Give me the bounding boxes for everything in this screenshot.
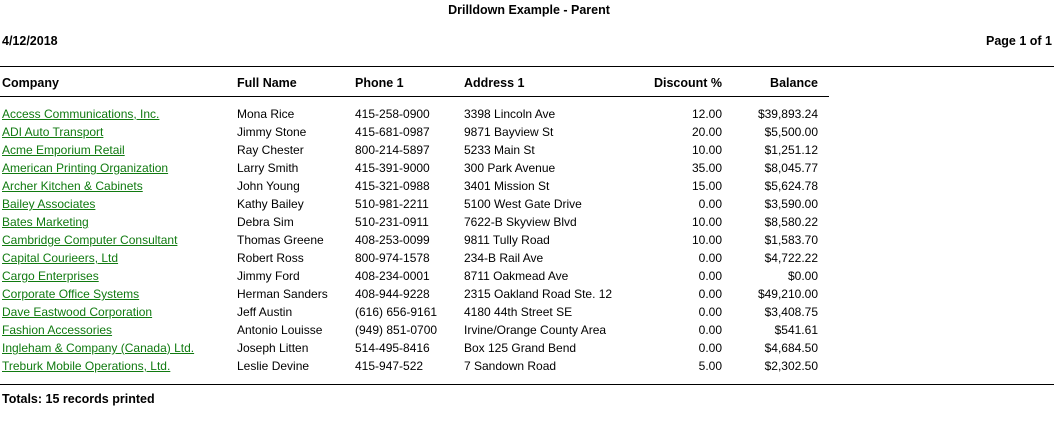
discount-cell: 10.00 [691, 143, 722, 157]
balance-cell: $8,045.77 [764, 161, 818, 175]
records-table [0, 106, 1054, 376]
phone-cell: 800-214-5897 [355, 143, 430, 157]
balance-cell: $4,722.22 [764, 251, 818, 265]
discount-cell: 0.00 [698, 251, 722, 265]
company-link[interactable]: Ingleham & Company (Canada) Ltd. [2, 341, 195, 355]
balance-cell: $5,624.78 [764, 179, 818, 193]
column-header-company: Company [2, 76, 59, 90]
address-cell: Irvine/Orange County Area [464, 323, 607, 337]
report-date: 4/12/2018 [2, 34, 58, 48]
address-cell: 5233 Main St [464, 143, 535, 157]
table-row [0, 340, 1054, 358]
company-link[interactable]: Bailey Associates [2, 197, 96, 211]
phone-cell: 408-234-0001 [355, 269, 430, 283]
discount-cell: 20.00 [691, 125, 722, 139]
column-header-phone: Phone 1 [355, 76, 404, 90]
top-divider [0, 66, 1054, 67]
page-number: Page 1 of 1 [986, 34, 1052, 48]
phone-cell: 415-391-9000 [355, 161, 430, 175]
full-name-cell: Thomas Greene [237, 233, 324, 247]
full-name-cell: Jimmy Ford [237, 269, 300, 283]
balance-cell: $4,684.50 [764, 341, 818, 355]
column-header-address: Address 1 [464, 76, 525, 90]
company-link[interactable]: Capital Courieers, Ltd [2, 251, 119, 265]
company-link[interactable]: ADI Auto Transport [2, 125, 104, 139]
company-link[interactable]: Cambridge Computer Consultant [2, 233, 178, 247]
company-link[interactable]: Dave Eastwood Corporation [2, 305, 153, 319]
totals-summary: Totals: 15 records printed [2, 392, 155, 406]
discount-cell: 0.00 [698, 269, 722, 283]
phone-cell: 415-321-0988 [355, 179, 430, 193]
phone-cell: 510-231-0911 [355, 215, 429, 229]
full-name-cell: John Young [237, 179, 300, 193]
address-cell: 2315 Oakland Road Ste. 12 [464, 287, 613, 301]
discount-cell: 5.00 [698, 359, 722, 373]
discount-cell: 0.00 [698, 323, 722, 337]
full-name-cell: Antonio Louisse [237, 323, 323, 337]
full-name-cell: Ray Chester [237, 143, 304, 157]
full-name-cell: Joseph Litten [237, 341, 309, 355]
discount-cell: 10.00 [691, 215, 722, 229]
discount-cell: 12.00 [691, 107, 722, 121]
column-header-discount: Discount % [653, 76, 722, 90]
balance-cell: $2,302.50 [764, 359, 818, 373]
full-name-cell: Larry Smith [237, 161, 299, 175]
company-link[interactable]: Treburk Mobile Operations, Ltd. [2, 359, 171, 373]
table-row [0, 142, 1054, 160]
balance-cell: $1,251.12 [764, 143, 818, 157]
balance-cell: $49,210.00 [757, 287, 818, 301]
phone-cell: 514-495-8416 [355, 341, 430, 355]
address-cell: 9871 Bayview St [464, 125, 554, 139]
company-link[interactable]: Archer Kitchen & Cabinets [2, 179, 143, 193]
full-name-cell: Debra Sim [237, 215, 294, 229]
discount-cell: 0.00 [698, 341, 722, 355]
full-name-cell: Leslie Devine [237, 359, 310, 373]
bottom-divider [0, 384, 1054, 385]
full-name-cell: Mona Rice [237, 107, 295, 121]
phone-cell: 510-981-2211 [355, 197, 429, 211]
address-cell: 7622-B Skyview Blvd [464, 215, 577, 229]
table-row [0, 196, 1054, 214]
phone-cell: 415-947-522 [355, 359, 424, 373]
company-link[interactable]: Acme Emporium Retail [2, 143, 125, 157]
full-name-cell: Jimmy Stone [237, 125, 307, 139]
balance-cell: $3,590.00 [764, 197, 818, 211]
address-cell: 3401 Mission St [464, 179, 550, 193]
address-cell: 9811 Tully Road [464, 233, 550, 247]
column-header-balance: Balance [770, 76, 818, 90]
address-cell: 7 Sandown Road [464, 359, 557, 373]
table-row [0, 178, 1054, 196]
full-name-cell: Jeff Austin [237, 305, 293, 319]
address-cell: 234-B Rail Ave [464, 251, 544, 265]
phone-cell: (949) 851-0700 [355, 323, 438, 337]
table-row [0, 358, 1054, 376]
address-cell: 3398 Lincoln Ave [464, 107, 556, 121]
full-name-cell: Herman Sanders [237, 287, 328, 301]
company-link[interactable]: American Printing Organization [2, 161, 169, 175]
balance-cell: $39,893.24 [757, 107, 818, 121]
table-row [0, 214, 1054, 232]
table-row [0, 250, 1054, 268]
table-row [0, 124, 1054, 142]
phone-cell: 800-974-1578 [355, 251, 430, 265]
phone-cell: (616) 656-9161 [355, 305, 438, 319]
table-row [0, 160, 1054, 178]
full-name-cell: Kathy Bailey [237, 197, 304, 211]
company-link[interactable]: Access Communications, Inc. [2, 107, 160, 121]
full-name-cell: Robert Ross [237, 251, 304, 265]
company-link[interactable]: Bates Marketing [2, 215, 89, 229]
balance-cell: $3,408.75 [764, 305, 818, 319]
column-header-full-name: Full Name [237, 76, 297, 90]
company-link[interactable]: Corporate Office Systems [2, 287, 140, 301]
phone-cell: 415-681-0987 [355, 125, 430, 139]
table-row [0, 268, 1054, 286]
discount-cell: 35.00 [691, 161, 722, 175]
company-link[interactable]: Cargo Enterprises [2, 269, 99, 283]
address-cell: 5100 West Gate Drive [464, 197, 582, 211]
discount-cell: 0.00 [698, 305, 722, 319]
address-cell: Box 125 Grand Bend [464, 341, 577, 355]
address-cell: 8711 Oakmead Ave [464, 269, 569, 283]
balance-cell: $8,580.22 [764, 215, 818, 229]
table-row [0, 106, 1054, 124]
company-link[interactable]: Fashion Accessories [2, 323, 113, 337]
phone-cell: 408-253-0099 [355, 233, 430, 247]
address-cell: 4180 44th Street SE [464, 305, 573, 319]
table-row [0, 286, 1054, 304]
balance-cell: $1,583.70 [764, 233, 818, 247]
report-title: Drilldown Example - Parent [448, 3, 610, 17]
table-row [0, 304, 1054, 322]
discount-cell: 15.00 [691, 179, 722, 193]
balance-cell: $541.61 [774, 323, 818, 337]
table-row [0, 232, 1054, 250]
address-cell: 300 Park Avenue [464, 161, 556, 175]
balance-cell: $0.00 [787, 269, 818, 283]
phone-cell: 415-258-0900 [355, 107, 430, 121]
header-divider [0, 96, 829, 97]
balance-cell: $5,500.00 [764, 125, 818, 139]
discount-cell: 0.00 [698, 197, 722, 211]
phone-cell: 408-944-9228 [355, 287, 430, 301]
discount-cell: 10.00 [691, 233, 722, 247]
table-row [0, 322, 1054, 340]
discount-cell: 0.00 [698, 287, 722, 301]
